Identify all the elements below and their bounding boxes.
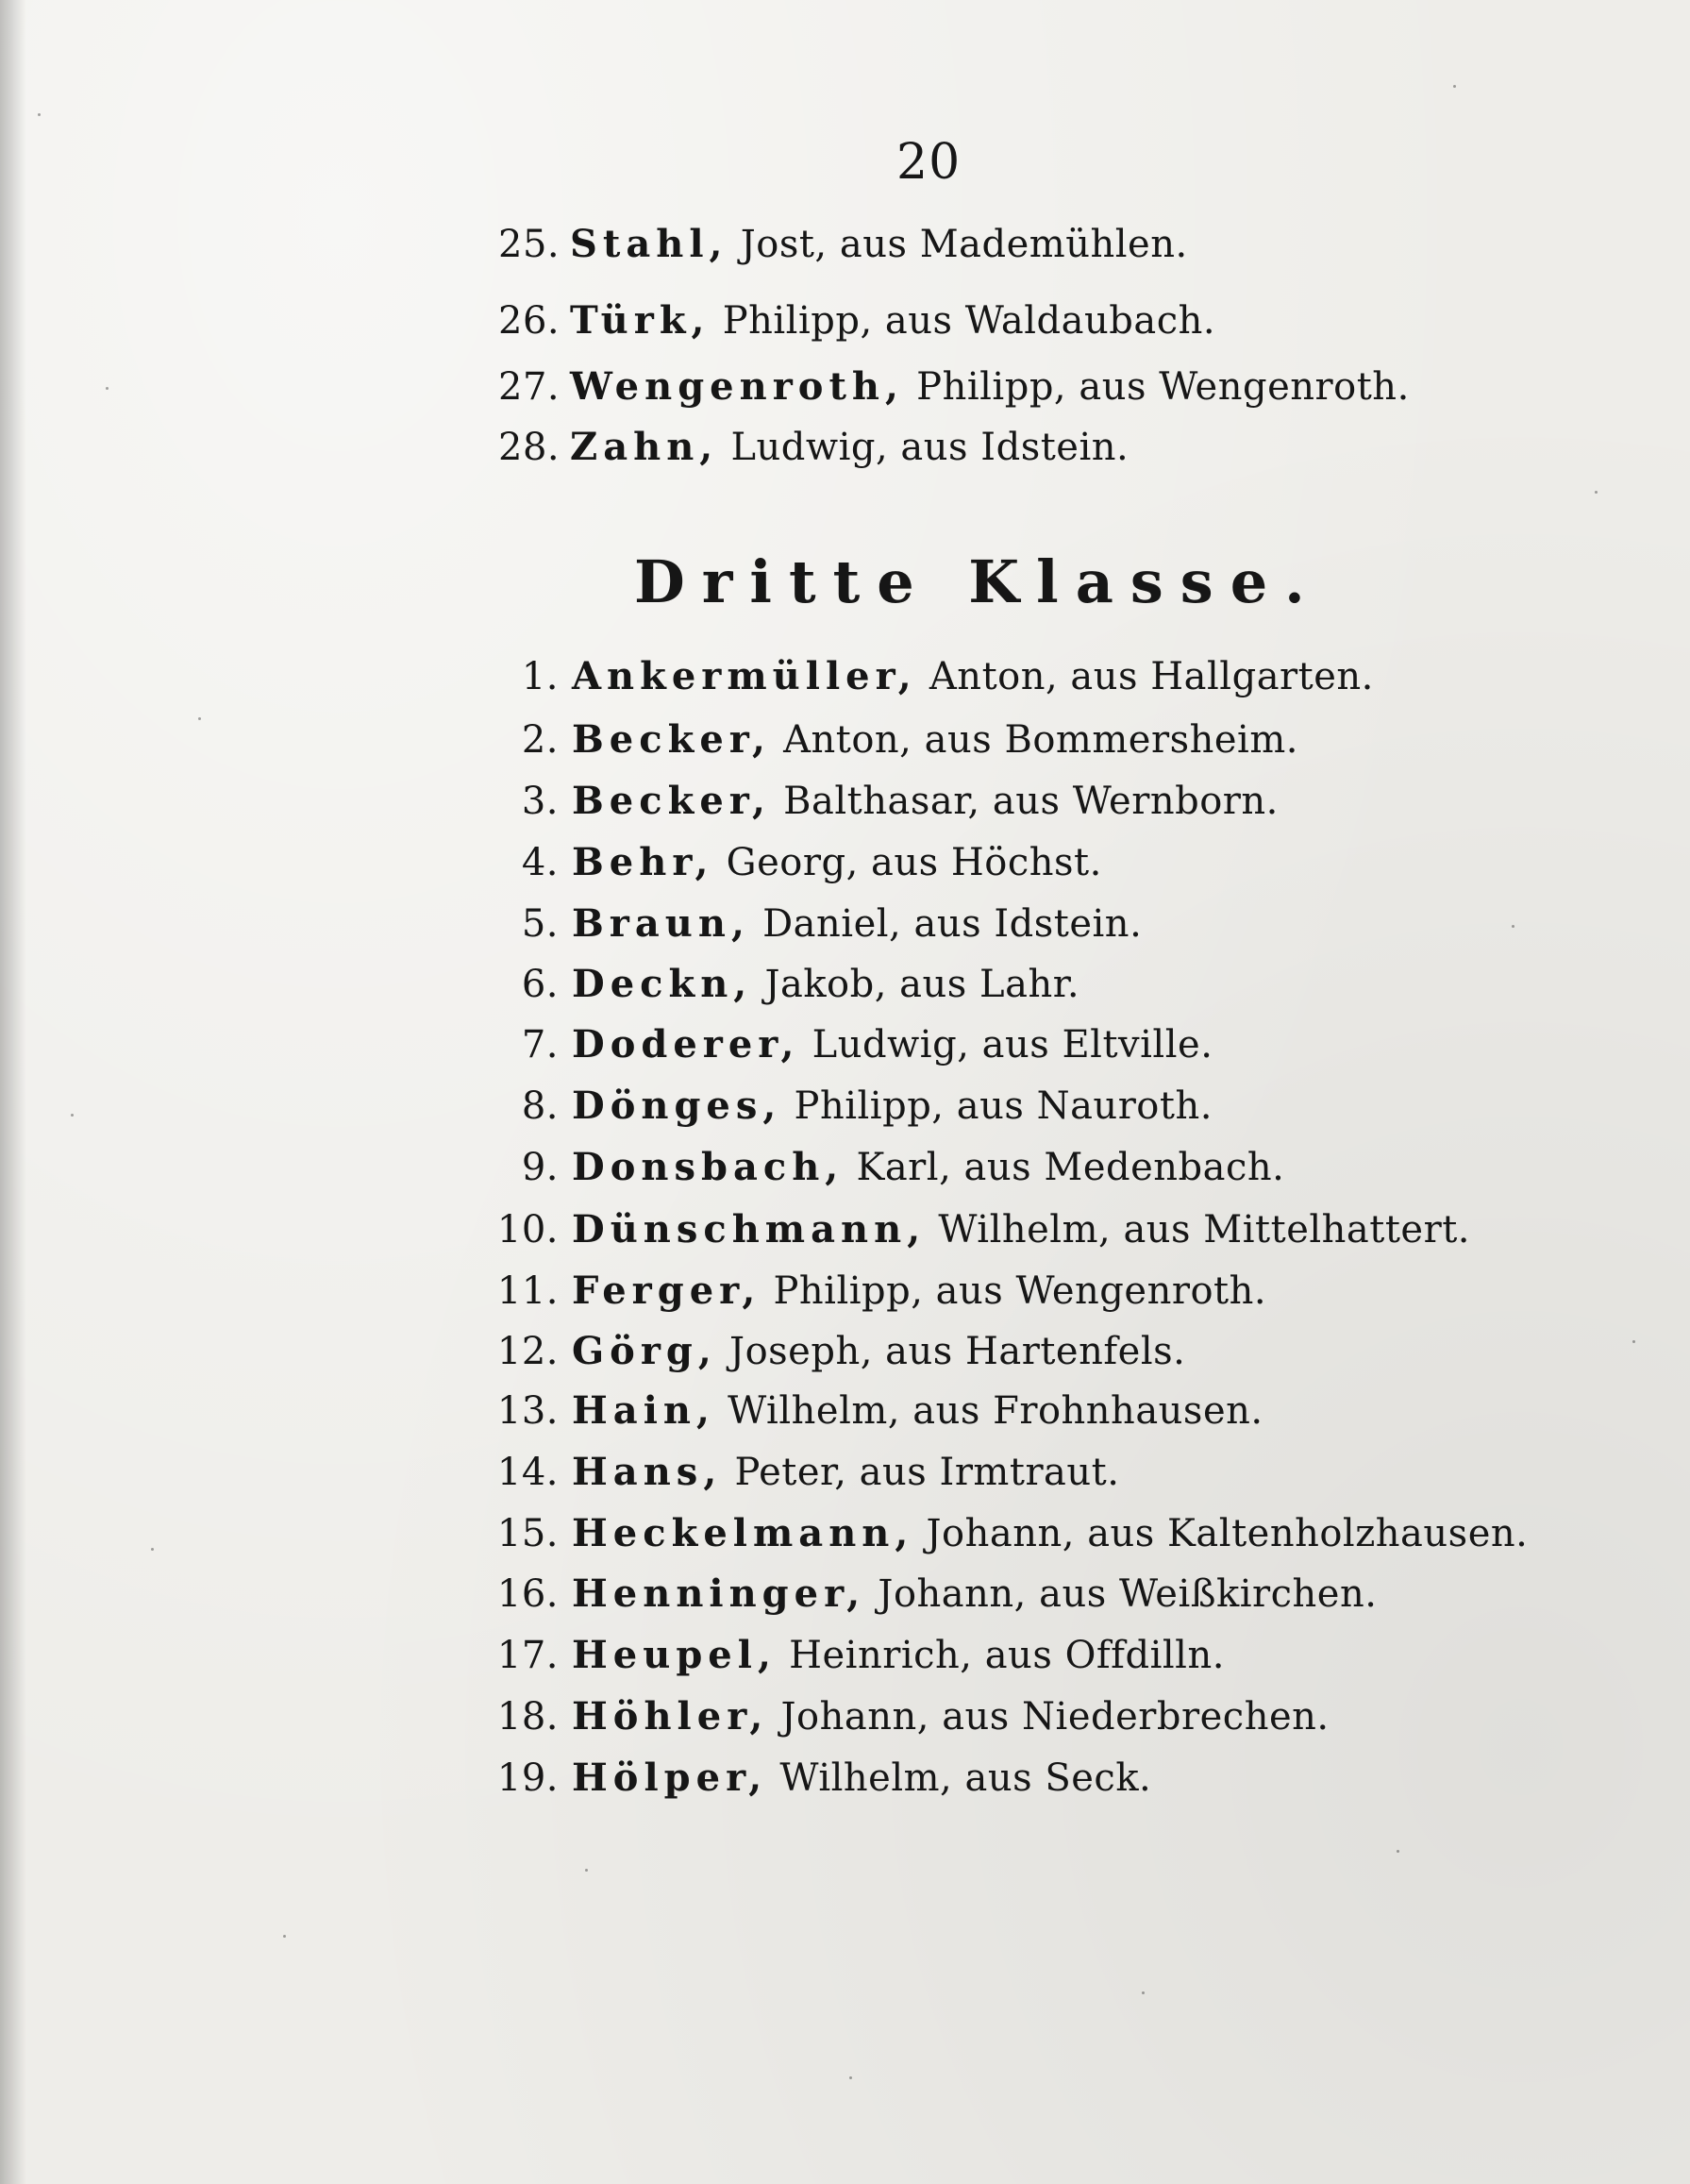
entry-rest: Heinrich, aus Offdilln. xyxy=(789,1634,1225,1677)
entry-rest: Balthasar, aus Wernborn. xyxy=(783,780,1279,823)
entry-surname: Heupel, xyxy=(572,1633,777,1677)
entry-rest: Jost, aus Mademühlen. xyxy=(740,223,1188,266)
entry-number: 11. xyxy=(496,1269,559,1313)
paper-speck xyxy=(106,387,109,390)
entry-surname: Höhler, xyxy=(572,1694,769,1739)
list-entry xyxy=(491,714,1298,765)
entry-number: 2. xyxy=(521,718,559,762)
entry-surname: Zahn, xyxy=(570,425,719,469)
entry-rest: Wilhelm, aus Mittelhattert. xyxy=(938,1208,1470,1252)
paper-speck xyxy=(1453,85,1456,88)
entry-surname: Dünschmann, xyxy=(572,1207,927,1252)
entry-number: 28. xyxy=(498,426,561,469)
entry-surname: Braun, xyxy=(572,901,750,946)
paper-speck xyxy=(1632,1340,1635,1343)
entry-number: 1. xyxy=(521,655,559,698)
entry-number: 6. xyxy=(521,963,559,1006)
list-entry xyxy=(491,1204,1470,1255)
entry-surname: Heckelmann, xyxy=(572,1511,914,1555)
entry-rest: Wilhelm, aus Frohnhausen. xyxy=(728,1389,1263,1433)
list-entry xyxy=(491,837,1102,888)
entry-surname: Henninger, xyxy=(572,1571,866,1616)
paper-speck xyxy=(1397,1850,1399,1853)
entry-rest: Jakob, aus Lahr. xyxy=(764,963,1080,1006)
paper-speck xyxy=(849,2076,852,2079)
entry-number: 13. xyxy=(496,1389,559,1433)
entry-number: 10. xyxy=(496,1208,559,1252)
entry-rest: Johann, aus Kaltenholzhausen. xyxy=(926,1512,1529,1555)
list-entry xyxy=(491,1447,1119,1498)
entry-rest: Philipp, aus Waldaubach. xyxy=(722,299,1216,343)
entry-surname: Ankermüller, xyxy=(572,654,917,698)
entry-rest: Georg, aus Höchst. xyxy=(726,841,1102,884)
paper-speck xyxy=(71,1114,74,1117)
entry-number: 26. xyxy=(498,299,561,343)
list-entry xyxy=(491,1753,1151,1804)
section-heading: Dritte Klasse. xyxy=(634,547,1322,616)
list-entry xyxy=(491,1569,1377,1620)
entry-surname: Becker, xyxy=(572,779,771,823)
entry-rest: Karl, aus Medenbach. xyxy=(856,1146,1285,1189)
entry-surname: Becker, xyxy=(572,717,771,762)
entry-rest: Johann, aus Niederbrechen. xyxy=(780,1695,1330,1739)
entry-number: 14. xyxy=(496,1451,559,1494)
list-entry xyxy=(491,1691,1330,1742)
paper-speck xyxy=(283,1935,286,1938)
entry-surname: Hain, xyxy=(572,1388,715,1433)
entry-number: 17. xyxy=(496,1634,559,1677)
entry-number: 19. xyxy=(496,1756,559,1800)
entry-rest: Wilhelm, aus Seck. xyxy=(779,1756,1152,1800)
entry-surname: Hölper, xyxy=(572,1756,768,1800)
list-entry xyxy=(498,219,1188,270)
list-entry xyxy=(498,422,1129,473)
list-entry xyxy=(491,1142,1284,1193)
entry-rest: Philipp, aus Wengenroth. xyxy=(916,365,1410,409)
paper-speck xyxy=(585,1869,588,1872)
entry-rest: Ludwig, aus Eltville. xyxy=(812,1023,1213,1067)
list-entry xyxy=(491,1326,1185,1377)
list-entry xyxy=(491,1019,1213,1070)
paper-speck xyxy=(198,717,201,720)
entry-surname: Görg, xyxy=(572,1329,717,1373)
list-entry xyxy=(491,1386,1263,1436)
list-entry xyxy=(491,776,1279,827)
paper-speck xyxy=(151,1548,154,1551)
list-entry xyxy=(491,651,1374,702)
entry-rest: Daniel, aus Idstein. xyxy=(762,902,1143,946)
list-entry xyxy=(491,1630,1225,1681)
entry-number: 25. xyxy=(498,223,561,266)
paper-speck xyxy=(1512,925,1514,928)
entry-number: 5. xyxy=(521,902,559,946)
entry-surname: Donsbach, xyxy=(572,1145,845,1189)
paper-speck xyxy=(38,113,41,116)
entry-surname: Stahl, xyxy=(570,222,728,266)
entry-rest: Philipp, aus Wengenroth. xyxy=(773,1269,1267,1313)
entry-surname: Doderer, xyxy=(572,1022,800,1067)
entry-rest: Peter, aus Irmtraut. xyxy=(734,1451,1120,1494)
entry-number: 15. xyxy=(496,1512,559,1555)
entry-number: 18. xyxy=(496,1695,559,1739)
list-entry xyxy=(498,361,1410,412)
entry-rest: Anton, aus Bommersheim. xyxy=(783,718,1298,762)
entry-number: 9. xyxy=(521,1146,559,1189)
entry-surname: Behr, xyxy=(572,840,714,884)
entry-rest: Johann, aus Weißkirchen. xyxy=(878,1572,1378,1616)
entry-number: 16. xyxy=(496,1572,559,1616)
page-edge-shadow xyxy=(0,0,26,2184)
list-entry xyxy=(498,295,1215,346)
entry-rest: Philipp, aus Nauroth. xyxy=(794,1084,1213,1128)
page-number: 20 xyxy=(896,134,962,191)
paper-speck xyxy=(1142,1991,1145,1994)
entry-number: 8. xyxy=(521,1084,559,1128)
entry-surname: Deckn, xyxy=(572,962,753,1006)
entry-rest: Anton, aus Hallgarten. xyxy=(929,655,1374,698)
entry-number: 7. xyxy=(521,1023,559,1067)
entry-number: 12. xyxy=(496,1330,559,1373)
paper-speck xyxy=(1595,491,1598,494)
entry-surname: Wengenroth, xyxy=(570,364,904,409)
entry-rest: Ludwig, aus Idstein. xyxy=(730,426,1129,469)
entry-surname: Hans, xyxy=(572,1450,723,1494)
entry-rest: Joseph, aus Hartenfels. xyxy=(729,1330,1186,1373)
entry-surname: Ferger, xyxy=(572,1268,761,1313)
list-entry xyxy=(491,899,1142,949)
entry-number: 4. xyxy=(521,841,559,884)
entry-number: 27. xyxy=(498,365,561,409)
list-entry xyxy=(491,1081,1213,1132)
entry-surname: Türk, xyxy=(570,298,711,343)
list-entry xyxy=(491,1508,1528,1559)
entry-number: 3. xyxy=(521,780,559,823)
entry-surname: Dönges, xyxy=(572,1084,782,1128)
list-entry xyxy=(491,959,1079,1010)
list-entry xyxy=(491,1266,1266,1317)
